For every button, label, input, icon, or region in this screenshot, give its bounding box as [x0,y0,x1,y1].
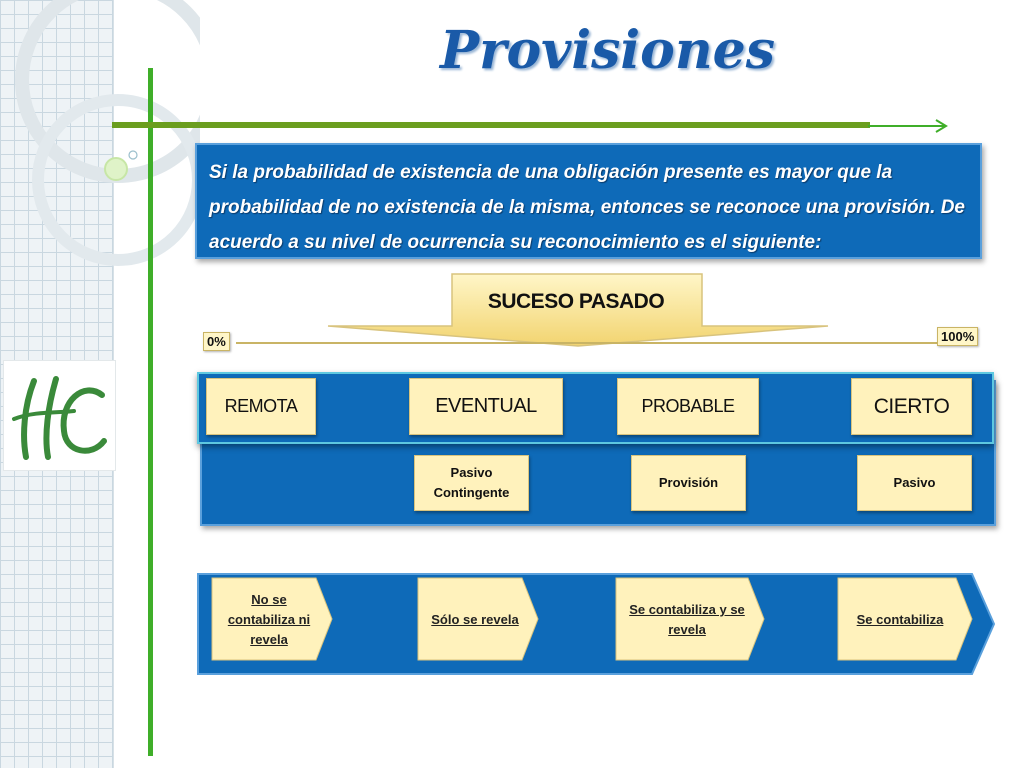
scale-end-label: 100% [937,327,978,346]
horizontal-accent-line [112,122,870,128]
arrow-right-icon [868,118,950,134]
treatment-contabiliza-revela[interactable]: Se contabiliza y se revela [629,602,745,637]
intro-text-panel [195,143,982,259]
level-remota: REMOTA [206,378,316,435]
callout-label: SUCESO PASADO [487,290,665,313]
intro-text: Si la probabilidad de existencia de una obligación presente es mayor que la probabilidad de no existencia de la misma, entonces se reconoce una provisión. De acuerdo a su nivel de ocurrencia su reconocimiento es el siguiente: [209,162,966,253]
page-title: Provisiones [440,20,776,81]
scale-start-label: 0% [203,332,230,351]
decorative-circles [0,0,200,300]
treatment-contabiliza[interactable]: Se contabiliza [856,612,944,627]
vertical-accent-line [148,68,153,756]
recognition-pasivo: Pasivo [857,455,972,511]
level-cierto: CIERTO [851,378,972,435]
recognition-pasivo-contingente: Pasivo Contingente [414,455,529,511]
level-eventual: EVENTUAL [409,378,563,435]
hc-logo [3,360,116,471]
probability-scale-line [236,342,938,344]
treatment-no-contabiliza[interactable]: No se contabiliza ni revela [227,592,311,647]
hc-monogram-icon [4,361,115,470]
recognition-provision: Provisión [631,455,746,511]
treatment-solo-revela[interactable]: Sólo se revela [431,612,519,627]
level-probable: PROBABLE [617,378,759,435]
